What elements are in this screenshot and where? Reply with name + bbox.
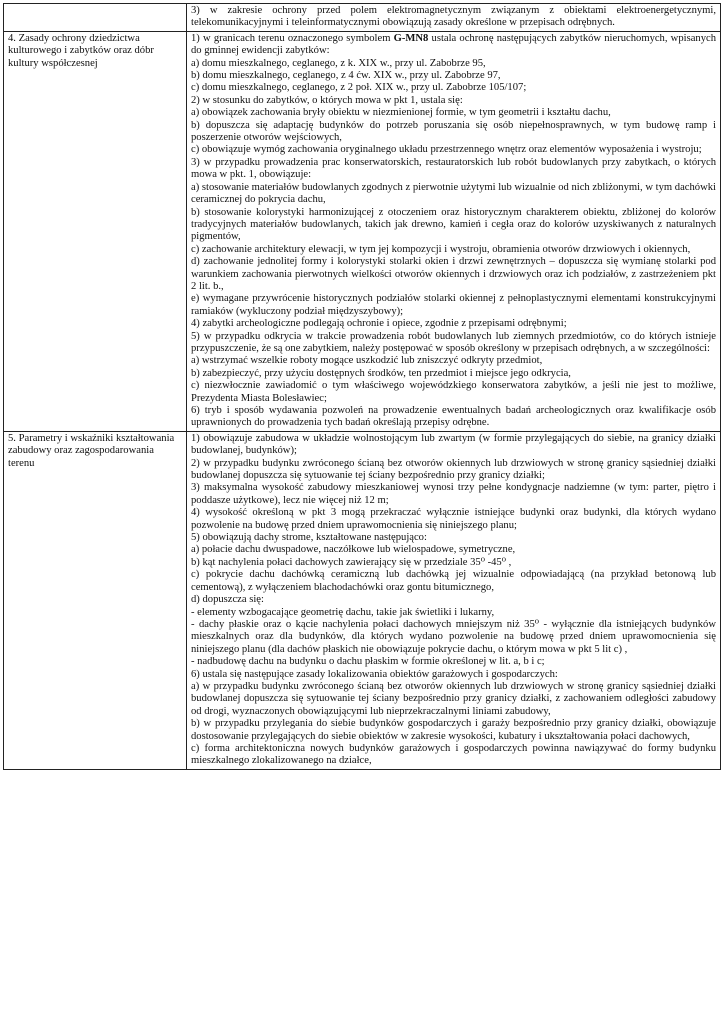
row-content <box>187 431 721 769</box>
paragraph: d) zachowanie jednolitej formy i kolorystyki stolarki okien i drzwi zewnętrznych – dopuszcza się wymianę stolarki pod warunkiem zachowania pierwotnych wielkości otworów okiennych i drzwiowych oraz ich podziałów, z zastrzeżeniem pkt 2 lit. b., <box>191 256 716 292</box>
paragraph: d) dopuszcza się: <box>191 594 264 606</box>
paragraph: c) domu mieszkalnego, ceglanego, z 2 poł. XIX w., przy ul. Zabobrze 105/107; <box>191 82 527 94</box>
paragraph: - elementy wzbogacające geometrię dachu, takie jak świetliki i lukarny, <box>191 606 495 618</box>
intro-text: ustala ochronę następujących zabytków nieruchomych, wpisanych do gminnej ewidencji zabytków: <box>191 32 716 57</box>
paragraph: 2) w przypadku budynku zwróconego ścianą bez otworów okiennych lub drzwiowych w stronę granicy sąsiedniej działki budowlanej dopuszcza się sytuowanie tej ściany bezpośrednio przy granicy działki; <box>191 457 716 482</box>
paragraph: 6) ustala się następujące zasady lokalizowania obiektów garażowych i gospodarczych: <box>191 668 558 680</box>
document-table <box>3 3 721 770</box>
row-content <box>187 31 721 431</box>
paragraph: c) forma architektoniczna nowych budynków garażowych i gospodarczych powinna nawiązywać do formy budynku mieszkalnego zlokalizowanego na działce, <box>191 742 716 767</box>
paragraph: a) stosowanie materiałów budowlanych zgodnych z pierwotnie użytymi lub wizualnie od nich zbliżonymi, w tym dachówki ceramicznej do pokrycia dachu, <box>191 181 716 206</box>
paragraph: c) niezwłocznie zawiadomić o tym właściwego wojewódzkiego konserwatora zabytków, a jeśli nie jest to możliwe, Prezydenta Miasta Bolesławiec; <box>191 380 716 404</box>
paragraph: c) obowiązuje wymóg zachowania oryginalnego układu przestrzennego wnętrz oraz elementów wyposażenia i wystroju; <box>191 144 702 156</box>
paragraph: e) wymagane przywrócenie historycznych podziałów stolarki okiennej z pełnoplastycznymi elementami konstrukcyjnymi ramiaków (wykluczony podział międzyszybowy); <box>191 293 716 317</box>
paragraph: b) zabezpieczyć, przy użyciu dostępnych środków, ten przedmiot i miejsce jego odkrycia, <box>191 367 571 379</box>
paragraph: a) połacie dachu dwuspadowe, naczółkowe lub wielospadowe, symetryczne, <box>191 544 516 556</box>
paragraph: a) domu mieszkalnego, ceglanego, z k. XIX w., przy ul. Zabobrze 95, <box>191 57 486 69</box>
paragraph: 1) obowiązuje zabudowa w układzie wolnostojącym lub zwartym (w formie przylegających do siebie, na granicy działki budowlanej, budynków); <box>191 432 716 457</box>
table-row <box>4 31 721 431</box>
paragraph: 5) obowiązują dachy strome, kształtowane następująco: <box>191 532 427 544</box>
paragraph: - dachy płaskie oraz o kącie nachylenia połaci dachowych mniejszym niż 35⁰ - wyłącznie dla istniejących budynków mieszkalnych oraz dla budynków, dla których wydano pozwolenie na budowę przed dniem uprawomocnienia się niniejszego planu (dla dachów płaskich nie obowiązuje pokrycie dachu, o którym mowa w pkt 5 lit c) , <box>191 618 716 655</box>
area-symbol: G-MN8 <box>393 32 429 44</box>
paragraph: 4) wysokość określoną w pkt 3 mogą przekraczać wyłącznie istniejące budynki oraz budynki, dla których wydano pozwolenie na budowę przed dniem uprawomocnienia się niniejszego planu; <box>191 507 716 531</box>
paragraph: b) stosowanie kolorystyki harmonizującej z otoczeniem oraz historycznym charakterem obiektu, zbliżonej do kolorów tradycyjnych materiałów budowlanych, takich jak drewno, kamień i cegła oraz do kolorów uzyskiwanych z naturalnych pigmentów, <box>191 206 716 243</box>
row-content <box>187 4 721 32</box>
row-heading: 5. Parametry i wskaźniki kształtowania zabudowy oraz zagospodarowania terenu <box>4 431 187 769</box>
paragraph: c) zachowanie architektury elewacji, w tym jej kompozycji i wystroju, obramienia otworów drzwiowych i okiennych, <box>191 243 691 255</box>
paragraph: a) w przypadku budynku zwróconego ścianą bez otworów okiennych lub drzwiowych w stronę granicy sąsiedniej działki budowlanej dopuszcza się sytuowanie tej ściany bezpośrednio przy granicy działki, z zachowaniem odległości zabudowy od drogi, wyznaczonych obowiązującymi lub nieprzekraczalnymi liniami zabudowy, <box>191 680 716 717</box>
paragraph: 4) zabytki archeologiczne podlegają ochronie i opiece, zgodnie z przepisami odrębnymi; <box>191 318 567 330</box>
paragraph: - nadbudowę dachu na budynku o dachu płaskim w formie określonej w lit. a, b i c; <box>191 656 545 668</box>
paragraph: c) pokrycie dachu dachówką ceramiczną lub dachówką jej wizualnie odpowiadającą (na przykład betonową lub cementową), z wyłączeniem blachodachówki oraz gontu bitumicznego, <box>191 569 716 593</box>
paragraph: 3) w przypadku prowadzenia prac konserwatorskich, restauratorskich lub robót budowlanych przy zabytkach, o których mowa w pkt. 1, obowiązuje: <box>191 156 716 181</box>
row-heading <box>4 4 187 32</box>
paragraph: 2) w stosunku do zabytków, o których mowa w pkt 1, ustala się: <box>191 94 463 106</box>
paragraph: b) kąt nachylenia połaci dachowych zawierający się w przedziale 35⁰ -45⁰ , <box>191 556 512 568</box>
paragraph: b) dopuszcza się adaptację budynków do potrzeb poruszania się osób niepełnosprawnych, w tym budowę ramp i poszerzenie otworów wejściowych, <box>191 119 716 144</box>
paragraph: 5) w przypadku odkrycia w trakcie prowadzenia robót budowlanych lub ziemnych przedmiotów, co do których istnieje przypuszczenie, że są one zabytkiem, należy postępować w sposób określony w przepisach odrębnych, a w szczególności: <box>191 330 716 354</box>
paragraph: 6) tryb i sposób wydawania pozwoleń na prowadzenie ewentualnych badań archeologicznych oraz kwalifikacje osób uprawnionych do prowadzenia tych badań określają przepisy odrębne. <box>191 405 716 429</box>
paragraph: a) wstrzymać wszelkie roboty mogące uszkodzić lub zniszczyć odkryty przedmiot, <box>191 355 543 367</box>
paragraph: b) domu mieszkalnego, ceglanego, z 4 ćw. XIX w., przy ul. Zabobrze 97, <box>191 70 501 82</box>
paragraph-intro <box>191 33 716 58</box>
row-heading: 4. Zasady ochrony dziedzictwa kulturowego i zabytków oraz dóbr kultury współczesnej <box>4 31 187 431</box>
table-row <box>4 431 721 769</box>
paragraph: b) w przypadku przylegania do siebie budynków gospodarczych i garaży bezpośrednio przy granicy działki, obowiązuje dostosowanie przylegających do siebie obiektów w zakresie wysokości, kubatury i ukształtowania połaci dachowych, <box>191 718 716 742</box>
paragraph: 3) maksymalna wysokość zabudowy mieszkaniowej wynosi trzy pełne kondygnacje nadziemne (w tym: parter, piętro i poddasze użytkowe), lecz nie więcej niż 12 m; <box>191 482 716 506</box>
table-row <box>4 4 721 32</box>
paragraph: a) obowiązek zachowania bryły obiektu w niezmienionej formie, w tym geometrii i kształtu dachu, <box>191 107 611 119</box>
paragraph: 3) w zakresie ochrony przed polem elektromagnetycznym związanym z obiektami elektroenergetycznymi, telekomunikacyjnymi i teleinformatycznymi obowiązują zasady określone w przepisach odrębnych. <box>191 5 716 29</box>
intro-text: 1) w granicach terenu oznaczonego symbolem <box>191 32 394 44</box>
